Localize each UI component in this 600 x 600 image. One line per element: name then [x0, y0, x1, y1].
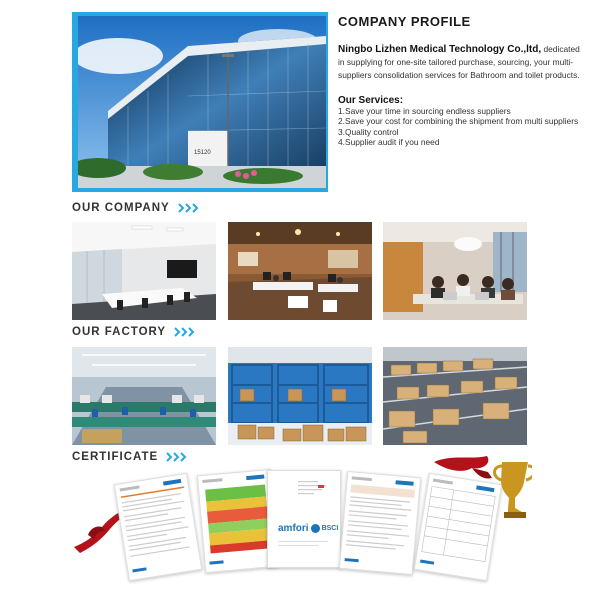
- amfori-bsci-certificate: [267, 470, 341, 568]
- section-title-text: OUR COMPANY: [72, 202, 170, 214]
- chevrons-right-icon: [174, 327, 196, 337]
- company-name: Ningbo Lizhen Medical Technology Co.,ltd,: [338, 44, 542, 55]
- amfori-logo-text: amfori: [278, 523, 309, 534]
- service-item: 3.Quality control: [338, 126, 399, 137]
- amfori-logo: [278, 523, 338, 534]
- bsci-circle-icon: [311, 524, 320, 533]
- service-item: 1.Save your time in sourcing endless suppliers: [338, 106, 511, 116]
- service-item: 2.Save your cost for combining the shipment from multi suppliers: [338, 116, 579, 127]
- chevrons-right-icon: [166, 452, 188, 462]
- section-title-our-company: [72, 202, 200, 214]
- company-description: dedicated in supplying for one-site tailored purchase, sourcing, your multi-suppliers consolidation services for Bathroom and toilet products.: [338, 44, 580, 80]
- company-profile-title: COMPANY PROFILE: [338, 14, 471, 29]
- section-title-text: CERTIFICATE: [72, 451, 159, 463]
- factory-production-line-photo: [72, 347, 216, 445]
- service-item: 4.Supplier audit if you need: [338, 136, 440, 147]
- certificate-document-1: [114, 473, 202, 581]
- certificate-document-4: [339, 471, 421, 575]
- company-description-block: [338, 43, 588, 81]
- conveyor-boxes-photo: [383, 347, 527, 445]
- chevrons-right-icon: [178, 203, 200, 213]
- warehouse-racks-photo: [228, 347, 372, 445]
- office-building-photo: [78, 16, 326, 188]
- bsci-label: BSCI: [321, 525, 339, 532]
- office-staff-photo: [383, 222, 527, 320]
- section-title-certificate: [72, 451, 188, 463]
- services-title: Our Services:: [338, 95, 404, 106]
- office-meeting-room-photo: [72, 222, 216, 320]
- section-title-text: OUR FACTORY: [72, 326, 167, 338]
- company-profile-panel: [338, 14, 588, 147]
- open-office-photo: [228, 222, 372, 320]
- trophy-ribbon-decoration: [432, 452, 532, 522]
- section-title-our-factory: [72, 326, 196, 338]
- building-number: 15120: [194, 150, 211, 156]
